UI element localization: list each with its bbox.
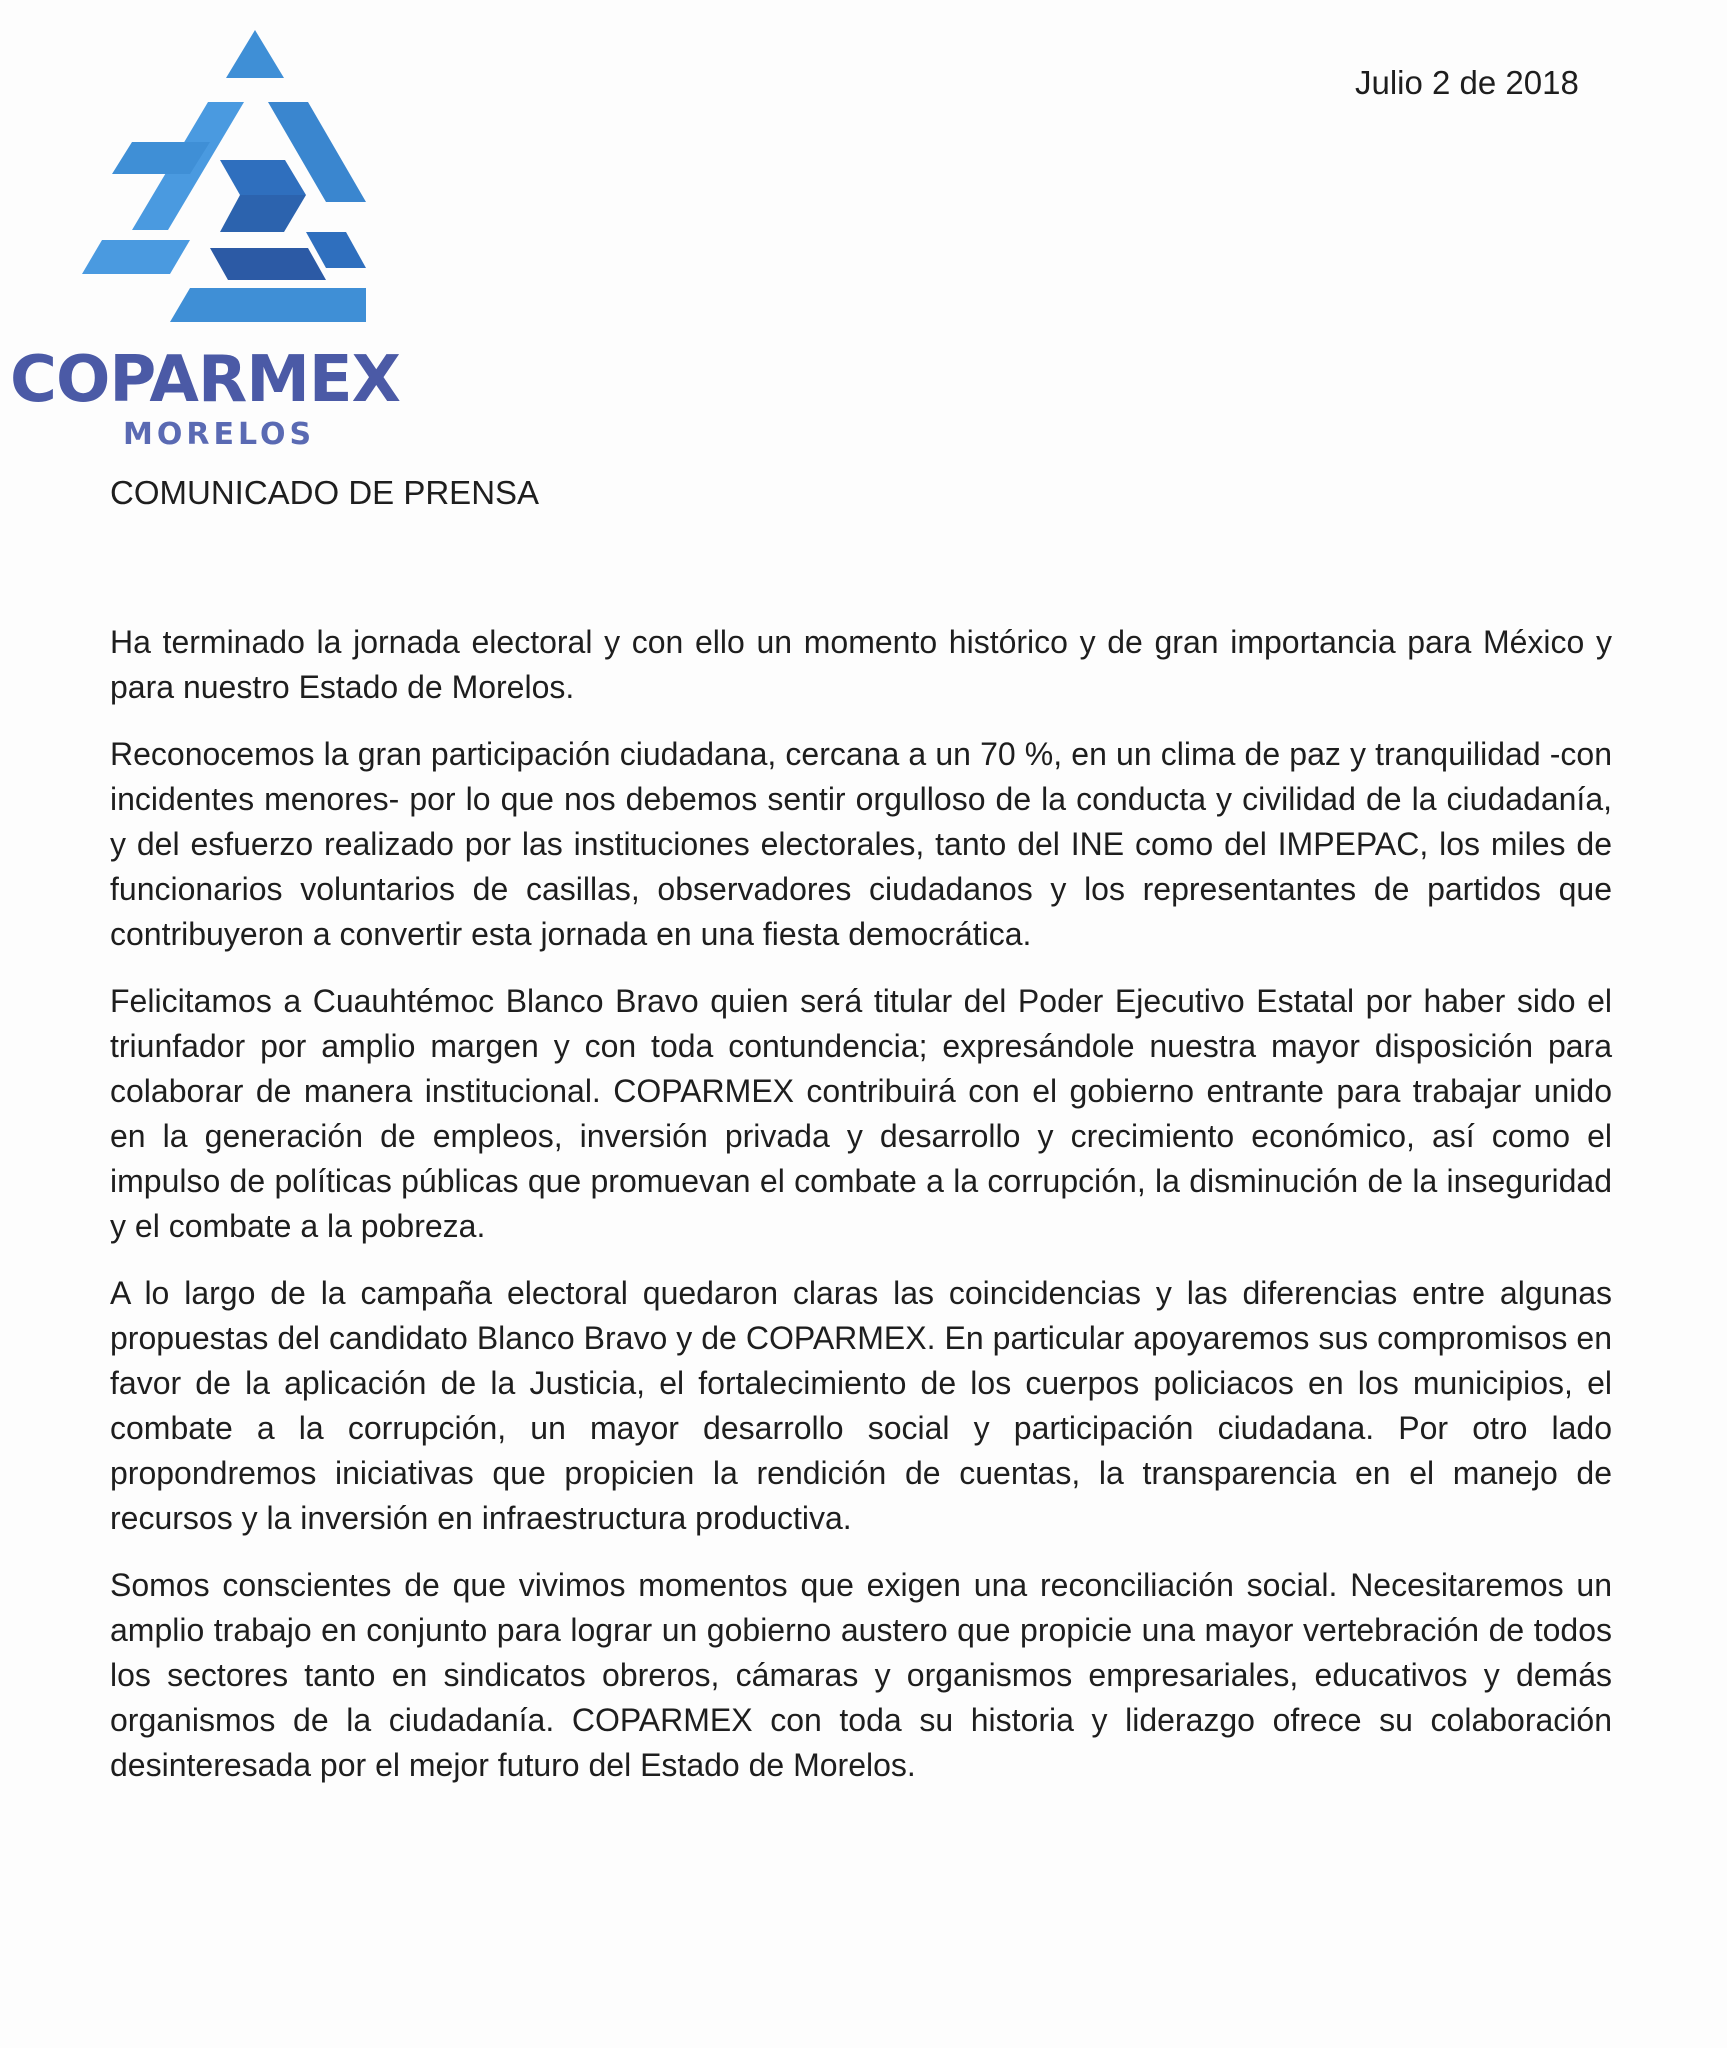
paragraph: A lo largo de la campaña electoral quedaron claras las coincidencias y las diferencias entre algunas propuestas del candidato Blanco Bravo y de COPARMEX. En particular apoyaremos sus compromisos en favor de la aplicación de la Justicia, el fortalecimiento de los cuerpos policiacos en los municipios, el combate a la corrupción, un mayor desarrollo social y participación ciudadana. Por otro lado propondremos iniciativas que propicien la rendición de cuentas, la transparencia en el manejo de recursos y la inversión en infraestructura productiva. [110, 1275, 1612, 1536]
document-date: Julio 2 de 2018 [1355, 64, 1579, 101]
document-body [110, 620, 1612, 1810]
coparmex-logo [10, 30, 430, 452]
paragraph: Somos conscientes de que vivimos momentos que exigen una reconciliación social. Necesitaremos un amplio trabajo en conjunto para lograr un gobierno austero que propicie una mayor vertebración de todos los sectores tanto en sindicatos obreros, cámaras y organismos empresariales, educativos y demás organismos de la ciudadanía. COPARMEX con toda su historia y liderazgo ofrece su colaboración desinteresada por el mejor futuro del Estado de Morelos. [110, 1567, 1612, 1783]
paragraph: Ha terminado la jornada electoral y con ello un momento histórico y de gran importancia para México y para nuestro Estado de Morelos. [110, 624, 1612, 705]
document-heading: COMUNICADO DE PRENSA [110, 474, 540, 511]
logo-subtitle: MORELOS [123, 417, 316, 452]
coparmex-logo-mark-icon [70, 30, 370, 330]
paragraph: Felicitamos a Cuauhtémoc Blanco Bravo quien será titular del Poder Ejecutivo Estatal por haber sido el triunfador por amplio margen y con toda contundencia; expresándole nuestra mayor disposición para colaborar de manera institucional. COPARMEX contribuirá con el gobierno entrante para trabajar unido en la generación de empleos, inversión privada y desarrollo y crecimiento económico, así como el impulso de políticas públicas que promuevan el combate a la corrupción, la disminución de la inseguridad y el combate a la pobreza. [110, 983, 1612, 1244]
logo-wordmark: COPARMEX [10, 343, 400, 417]
paragraph: Reconocemos la gran participación ciudadana, cercana a un 70 %, en un clima de paz y tranquilidad -con incidentes menores- por lo que nos debemos sentir orgulloso de la conducta y civilidad de la ciudadanía, y del esfuerzo realizado por las instituciones electorales, tanto del INE como del IMPEPAC, los miles de funcionarios voluntarios de casillas, observadores ciudadanos y los representantes de partidos que contribuyeron a convertir esta jornada en una fiesta democrática. [110, 736, 1612, 952]
